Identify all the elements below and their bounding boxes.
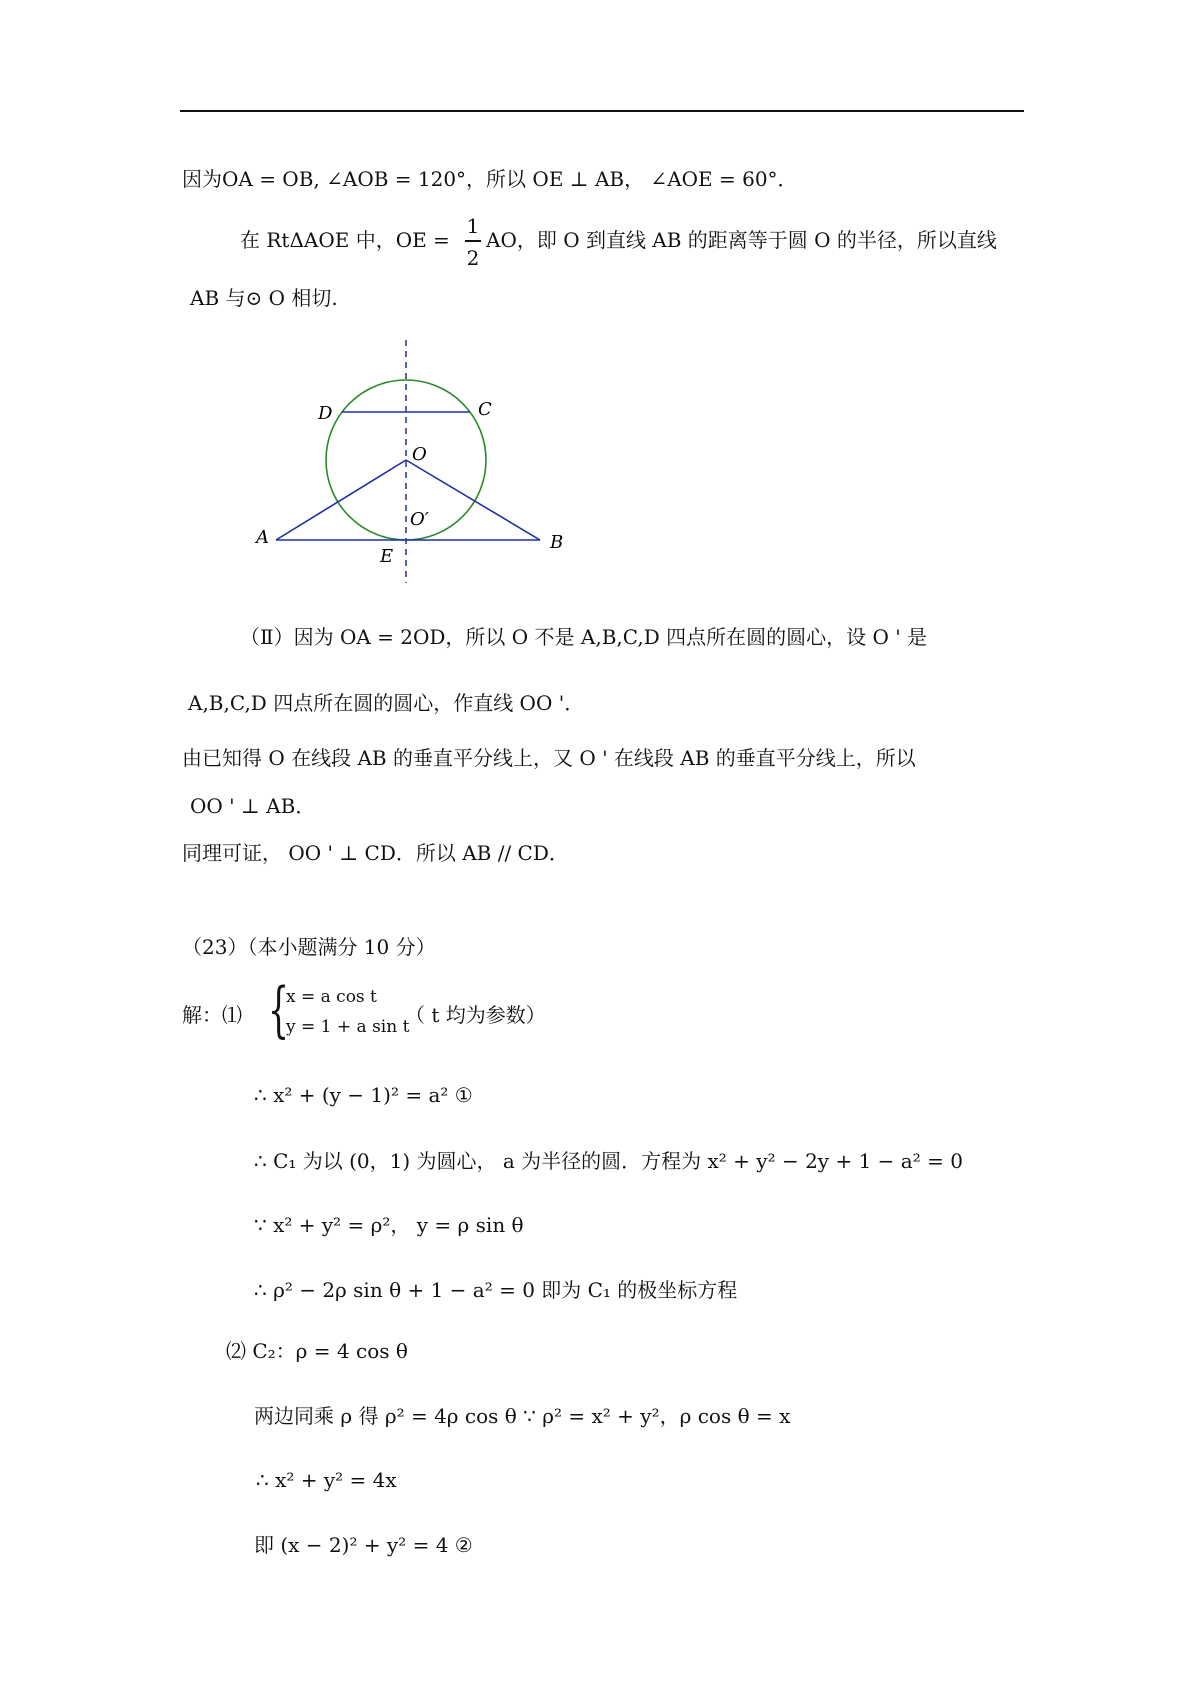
fraction-denominator: 2: [466, 246, 480, 270]
label-o-prime: O′: [410, 509, 429, 530]
fraction-bar: [465, 240, 481, 242]
text-line-11: ∴ x² + (y − 1)² = a² ①: [254, 1083, 473, 1107]
system-brace: {: [268, 975, 290, 1045]
text-line-3: AB 与⊙ O 相切.: [190, 286, 338, 310]
label-c: C: [478, 399, 492, 420]
geometry-figure: [250, 340, 580, 585]
section-heading-23: （23）（本小题满分 10 分）: [182, 935, 436, 959]
label-a: A: [256, 527, 269, 548]
parameter-note: （ t 均为参数）: [405, 1003, 546, 1027]
system-eq-1: x = a cos t: [286, 987, 377, 1007]
label-d: D: [318, 403, 333, 424]
solution-label: 解：⑴: [182, 1003, 242, 1027]
text-line-4: （Ⅱ）因为 OA = 2OD，所以 O 不是 A,B,C,D 四点所在圆的圆心，设 O ' 是: [240, 625, 928, 649]
text-line-18: 即 (x − 2)² + y² = 4 ②: [254, 1533, 473, 1557]
text-line-7: OO ' ⊥ AB．: [190, 794, 316, 818]
text-line-2a: 在 RtΔAOE 中，OE =: [240, 228, 450, 252]
text-line-13: ∵ x² + y² = ρ²， y = ρ sin θ: [254, 1213, 524, 1237]
text-line-15: ⑵ C₂：ρ = 4 cos θ: [226, 1339, 408, 1363]
text-line-1: 因为OA = OB, ∠AOB = 120°，所以 OE ⊥ AB， ∠AOE = 60°．: [182, 167, 798, 191]
segment-ao: [276, 460, 406, 540]
text-line-5: A,B,C,D 四点所在圆的圆心，作直线 OO '．: [188, 691, 585, 715]
text-line-2b: AO，即 O 到直线 AB 的距离等于圆 O 的半径，所以直线: [486, 228, 997, 252]
text-line-14: ∴ ρ² − 2ρ sin θ + 1 − a² = 0 即为 C₁ 的极坐标方程: [254, 1278, 738, 1302]
text-line-12: ∴ C₁ 为以 (0，1) 为圆心， a 为半径的圆．方程为 x² + y² − 2y + 1 − a² = 0: [254, 1149, 963, 1173]
text-line-17: ∴ x² + y² = 4x: [256, 1468, 397, 1492]
text-line-6: 由已知得 O 在线段 AB 的垂直平分线上，又 O ' 在线段 AB 的垂直平分线上，所以: [182, 746, 916, 770]
fraction-numerator: 1: [466, 214, 480, 238]
label-b: B: [550, 532, 564, 553]
text-line-16: 两边同乘 ρ 得 ρ² = 4ρ cos θ ∵ ρ² = x² + y²，ρ cos θ = x: [254, 1404, 791, 1428]
label-e: E: [380, 546, 394, 567]
text-line-8: 同理可证， OO ' ⊥ CD．所以 AB // CD．: [182, 841, 569, 865]
label-o: O: [412, 444, 427, 465]
system-eq-2: y = 1 + a sin t: [286, 1017, 410, 1037]
header-rule: [180, 110, 1024, 112]
